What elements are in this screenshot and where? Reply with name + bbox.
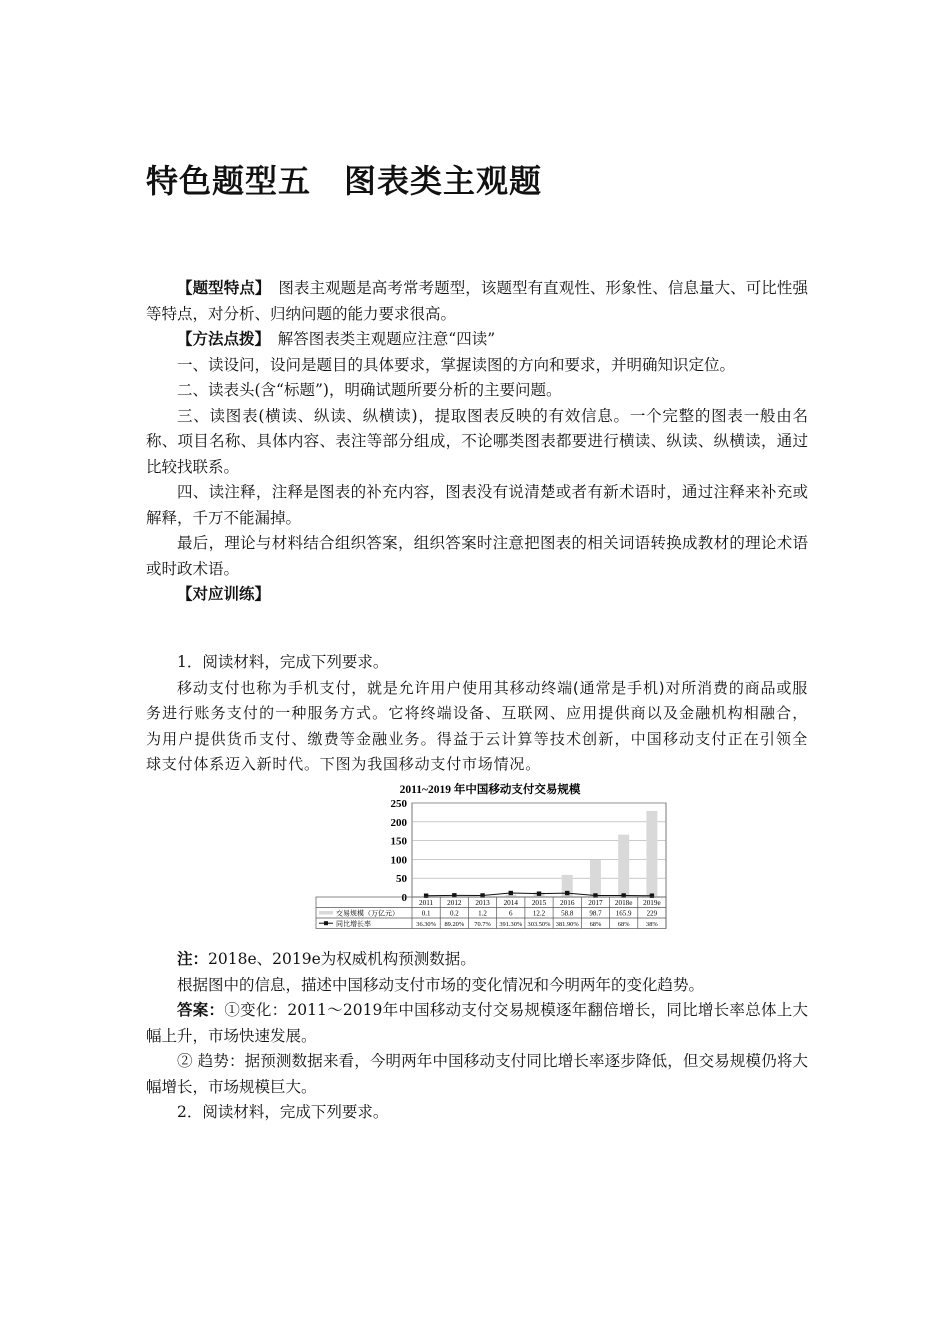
page-title: 特色题型五 图表类主观题 [146, 162, 543, 200]
x-tick-label: 2016 [560, 899, 575, 907]
growth-point-2014 [509, 891, 513, 895]
bar-2019e [646, 811, 657, 897]
growth-value-label: 303.50% [527, 921, 551, 928]
step-4: 四、读注释，注释是图表的补充内容，图表没有说清楚或者有新术语时，通过注释来补充或解释，千万不能漏掉。 [146, 483, 808, 527]
growth-value-label: 391.30% [499, 921, 523, 928]
method-paragraph [146, 327, 808, 353]
legend-line-label: 同比增长率 [336, 920, 371, 928]
bar-value-label: 0.2 [449, 909, 459, 918]
question-1-header: 1．阅读材料，完成下列要求。 [177, 653, 389, 671]
method-text: 解答图表类主观题应注意“四读” [262, 330, 496, 348]
bar-value-label: 1.2 [478, 909, 487, 918]
features-paragraph [146, 276, 808, 327]
answer-label: 答案： [177, 1001, 225, 1019]
intro-section [146, 276, 808, 608]
bar-2017 [590, 860, 601, 897]
mobile-payment-chart [300, 778, 678, 936]
growth-value-label: 89.20% [444, 921, 465, 928]
features-text: 图表主观题是高考常考题型，该题型有直观性、形象性、信息量大、可比性强等特点，对分析、归纳问题的能力要求很高。 [146, 279, 808, 323]
features-label: 【题型特点】 [177, 279, 263, 297]
y-tick-label: 50 [396, 873, 407, 886]
bar-value-label: 58.8 [561, 909, 574, 918]
y-tick-label: 100 [390, 854, 407, 867]
bar-value-label: 12.2 [532, 909, 546, 918]
legend-bar-swatch [319, 911, 333, 915]
growth-value-label: 38% [646, 921, 658, 928]
x-tick-label: 2017 [588, 899, 603, 907]
answer-2: ② 趋势：据预测数据来看，今明两年中国移动支付同比增长率逐步降低，但交易规模仍将大幅增长，市场规模巨大。 [146, 1052, 808, 1096]
bar-value-label: 0.1 [421, 909, 431, 918]
growth-point-2015 [537, 891, 541, 895]
x-tick-label: 2019e [643, 899, 661, 907]
method-label: 【方法点拨】 [177, 330, 263, 348]
bar-value-label: 229 [646, 909, 658, 918]
legend-line-marker [324, 921, 328, 925]
step-1: 一、读设问，设问是题目的具体要求，掌握读图的方向和要求，并明确知识定位。 [177, 355, 736, 374]
x-tick-label: 2018e [614, 899, 633, 907]
question-2-header: 2．阅读材料，完成下列要求。 [177, 1103, 389, 1121]
x-tick-label: 2014 [503, 899, 518, 907]
note-label: 注： [177, 950, 209, 968]
bar-value-label: 98.7 [589, 909, 602, 918]
step-2: 二、读表头(含“标题”)，明确试题所要分析的主要问题。 [177, 381, 562, 399]
bar-value-label: 165.9 [615, 909, 632, 918]
answer-1-text: ①变化：2011～2019年中国移动支付交易规模逐年翻倍增长，同比增长率总体上大幅上升，市场快速发展。 [146, 1001, 808, 1045]
y-tick-label: 200 [390, 816, 407, 829]
growth-value-label: 70.7% [474, 921, 491, 928]
question-1-after-chart [146, 947, 808, 1126]
bar-2018e [618, 835, 629, 897]
training-label: 【对应训练】 [177, 585, 271, 603]
y-tick-label: 150 [390, 835, 407, 848]
note-text: 2018e、2019e为权威机构预测数据。 [208, 950, 476, 968]
step-3: 三、读图表(横读、纵读、纵横读)，提取图表反映的有效信息。一个完整的图表一般由名称、项目名称、具体内容、表注等部分组成，不论哪类图表都要进行横读、纵读、纵横读，通过比较找联系。 [146, 406, 808, 476]
question-1-material: 移动支付也称为手机支付，就是允许用户使用其移动终端(通常是手机)对所消费的商品或服务进行账务支付的一种服务方式。它将终端设备、互联网、应用提供商以及金融机构相融合，为用户提供货币支付、缴费等金融业务。得益于云计算等技术创新，中国移动支付正在引领全球支付体系迈入新时代。下图为我国移动支付市场情况。 [146, 678, 808, 773]
question-1-prompt: 根据图中的信息，描述中国移动支付市场的变化情况和今明两年的变化趋势。 [177, 975, 705, 994]
growth-value-label: 68% [617, 921, 630, 928]
y-tick-label: 250 [390, 798, 407, 810]
growth-value-label: 68% [589, 921, 602, 928]
bar-value-label: 6 [509, 909, 513, 918]
x-tick-label: 2012 [447, 899, 462, 907]
y-tick-label: 0 [401, 892, 407, 904]
chart-note [146, 947, 808, 973]
legend-bar-label: 交易规模（万亿元） [336, 909, 399, 918]
growth-value-label: 381.90% [555, 921, 579, 928]
chart-container [300, 778, 678, 936]
chart-title: 2011~2019 年中国移动支付交易规模 [399, 784, 581, 796]
x-tick-label: 2015 [531, 899, 547, 907]
x-tick-label: 2013 [475, 899, 490, 907]
final-paragraph: 最后，理论与材料结合组织答案，组织答案时注意把图表的相关词语转换成教材的理论术语或时政术语。 [146, 534, 808, 578]
question-1 [146, 650, 808, 778]
answer-1 [146, 998, 808, 1049]
growth-point-2016 [565, 891, 569, 895]
growth-value-label: 36.30% [416, 921, 436, 928]
x-tick-label: 2011 [419, 899, 434, 907]
